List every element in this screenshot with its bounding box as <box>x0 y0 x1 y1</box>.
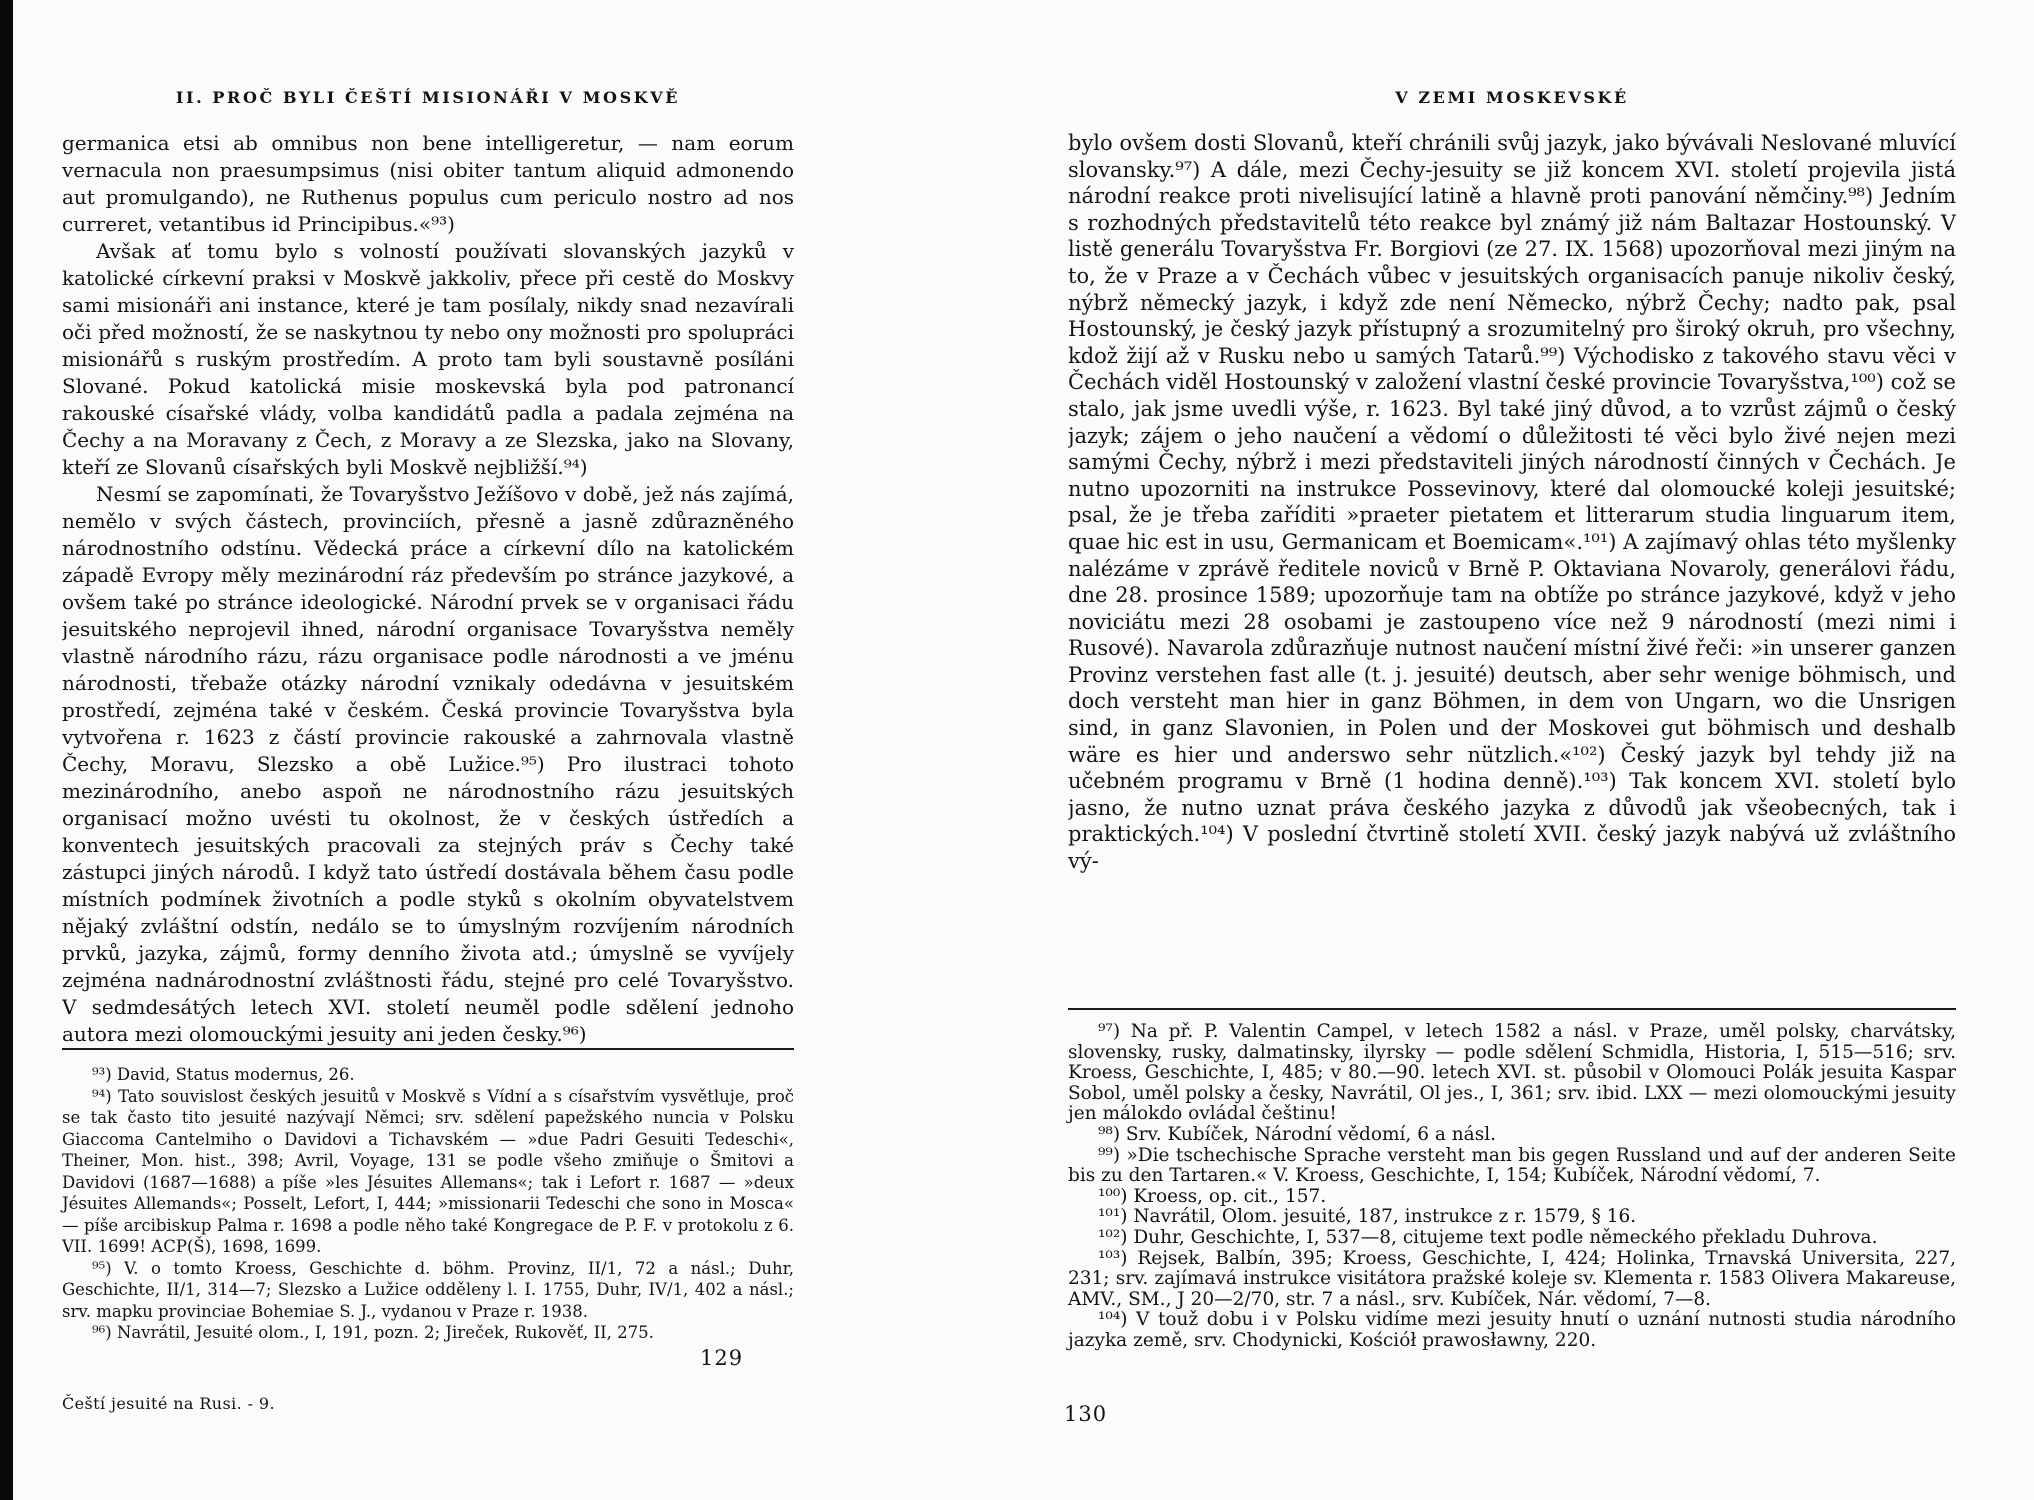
print-signature: Čeští jesuité na Rusi. - 9. <box>62 1394 275 1413</box>
right-page-number: 130 <box>1064 1402 1108 1426</box>
footnote-95: ⁹⁵) V. o tomto Kroess, Geschichte d. böhm. Provinz, II/1, 72 a násl.; Duhr, Geschichte, II/1, 314—7; Slezsko a Lužice odděleny l. I. 1755, Duhr, IV/1, 402 a násl.; srv. mapku provinciae Bohemiae S. J., vydanou v Praze r. 1938. <box>62 1258 794 1321</box>
footnote-98: ⁹⁸) Srv. Kubíček, Národní vědomí, 6 a násl. <box>1098 1123 1496 1145</box>
left-main-text <box>62 130 794 1050</box>
footnote-97: ⁹⁷) Na př. P. Valentin Campel, v letech 1582 a násl. v Praze, uměl polsky, charvátsky, slovensky, rusky, dalmatinsky, ilyrsky — podle sdělení Schmidla, Historia, I, 515—516; srv. Kroess, Geschichte, I, 485; v 80.—90. letech XVI. st. působil v Olomouci Polák jesuita Kaspar Sobol, uměl polsky a česky, Navrátil, Ol jes., I, 361; srv. ibid. LXX — mezi olomouckými jesuity jen málokdo ovládal češtinu! <box>1068 1021 1956 1125</box>
body-paragraph: bylo ovšem dosti Slovanů, kteří chránili svůj jazyk, jako bývávali Neslované mluvící slovansky.⁹⁷) A dále, mezi Čechy-jesuity se již koncem XVI. století projevila jistá národní reakce proti nivelisující latině a hlavně proti panování němčiny.⁹⁸) Jedním s rozhodných představitelů této reakce byl známý již nám Baltazar Hostounský. V listě generálu Tovaryšstva Fr. Borgiovi (ze 27. IX. 1568) upozorňoval mezi jiným na to, že v Praze a v Čechách vůbec v jesuitských organisacích panuje nikoliv český, nýbrž německý jazyk, i když zde není Německo, nýbrž Čechy; nadto pak, psal Hostounský, je český jazyk přístupný a srozumitelný pro široký okruh, pro všechny, kdož žijí až v Rusku nebo u samých Tatarů.⁹⁹) Východisko z takového stavu věci v Čechách viděl Hostounský v založení vlastní české provincie Tovaryšstva,¹⁰⁰) což se stalo, jak jsme uvedli výše, r. 1623. Byl také jiný důvod, a to vzrůst zájmů o český jazyk; zájem o jeho naučení a vědomí o důležitosti té věci bylo živé nejen mezi samými Čechy, nýbrž i mezi představiteli jiných národností činných v Čechách. Je nutno upozorniti na instrukce Possevinovy, které dal olomoucké koleji jesuitské; psal, že je třeba zaříditi »praeter pietatem et litterarum studia linguarum item, quae hic est in usu, Germanicam et Boemicam«.¹⁰¹) A zajímavý ohlas této myšlenky nalézáme v zprávě ředitele noviců v Brně P. Oktaviana Novaroly, generálovi řádu, dne 28. prosince 1589; upozorňuje tam na obtíže po stránce jazykové, když v jeho noviciátu mezi 28 osobami je zastoupeno více než 9 národností (mezi nimi i Rusové). Navarola zdůrazňuje nutnost naučení místní živé řeči: »in unserer ganzen Provinz verstehen fast alle (t. j. jesuité) deutsch, aber sehr wenige böhmisch, und doch versteht man hier in ganz Böhmen, in dem von Ungarn, wo die Unsrigen sind, in ganz Slavonien, in Polen und der Moskovei gut böhmisch und deshalb wäre es hier und anderswo sehr nützlich.«¹⁰²) Český jazyk byl tehdy již na učebném programu v Brně (1 hodina denně).¹⁰³) Tak koncem XVI. století bylo jasno, že nutno uznat práva českého jazyka z důvodů jak všeobecných, tak i praktických.¹⁰⁴) V poslední čtvrtině století XVII. český jazyk nabývá už zvláštního vý- <box>1068 131 1956 874</box>
left-page <box>62 88 794 1488</box>
footnote-102: ¹⁰²) Duhr, Geschichte, I, 537—8, citujeme text podle německého překladu Duhrova. <box>1098 1226 1878 1248</box>
footnote-101: ¹⁰¹) Navrátil, Olom. jesuité, 187, instrukce z r. 1579, § 16. <box>1098 1206 1637 1228</box>
book-gutter-edge <box>0 0 13 1500</box>
footnote-99: ⁹⁹) »Die tschechische Sprache versteht man bis gegen Russland und auf der anderen Seite bis zu den Tartaren.« V. Kroess, Geschichte, I, 154; Kubíček, Národní vědomí, 7. <box>1068 1144 1956 1187</box>
footnote-104: ¹⁰⁴) V touž dobu i v Polsku vidíme mezi jesuity hnutí o uznání nutnosti studia národního jazyka země, srv. Chodynicki, Kościół prawosławny, 220. <box>1068 1309 1956 1351</box>
body-paragraph: Nesmí se zapomínati, že Tovaryšstvo Ježíšovo v době, jež nás zajímá, nemělo v svých částech, provinciích, přesně a jasně zdůrazněného národnostního odstínu. Vědecká práce a církevní dílo na katolickém západě Evropy měly mezinárodní ráz především po stránce jazykové, a ovšem také po stránce ideologické. Národní prvek se v organisaci řádu jesuitského neprojevil ihned, národní organisace Tovaryšstva neměly vlastně národního rázu, rázu organisace podle národnosti a ve jménu národnosti, třebaže otázky národní vznikaly odedávna v jesuitském prostředí, zejména také v českém. Česká provincie Tovaryšstva byla vytvořena r. 1623 z částí provincie rakouské a zahrnovala vlastně Čechy, Moravu, Slezsko a obě Lužice.⁹⁵) Pro ilustraci tohoto mezinárodního, anebo aspoň ne národnostního rázu jesuitských organisací možno uvésti tu okolnost, že v českých ústředích a konventech jesuitských pracovali za stejných práv s Čechy také zástupci jiných národů. I když tato ústředí dostávala během času podle místních podmínek životních a podle styků s okolním obyvatelstvem nějaký zvláštní odstín, nedálo se to úmyslným rozvíjením národních prvků, jazyka, zájmů, formy denního života atd.; úmyslně se vyvíjely zejména nadnárodnostní zvláštnosti řádu, stejné pro celé Tovaryšstvo. V sedmdesátých letech XVI. století neuměl podle sdělení jednoho autora mezi olomouckými jesuity ani jeden česky.⁹⁶) <box>62 482 794 1046</box>
body-paragraph: Avšak ať tomu bylo s volností používati slovanských jazyků v katolické církevní praksi v Moskvě jakkoliv, přece při cestě do Moskvy sami misionáři ani instance, které je tam posílaly, nikdy snad nezavírali oči před možností, že se naskytnou ty nebo ony možnosti pro spolupráci misionářů s ruským prostředím. A proto tam byli soustavně posíláni Slované. Pokud katolická misie moskevská byla pod patronancí rakouské císařské vlády, volba kandidátů padla a padala zejména na Čechy a na Moravany z Čech, z Moravy a ze Slezska, jako na Slovany, kteří ze Slovanů císařských byli Moskvě nejbližší.⁹⁴) <box>62 239 794 479</box>
left-page-number: 129 <box>700 1346 744 1370</box>
footnote-96: ⁹⁶) Navrátil, Jesuité olom., I, 191, pozn. 2; Jireček, Rukověť, II, 275. <box>92 1323 654 1342</box>
body-paragraph: germanica etsi ab omnibus non bene intelligeretur, — nam eorum vernacula non praesumpsimus (nisi obiter tantum aliquid admonendo aut promulgando), ne Ruthenus populus cum periculo nostro ad nos curreret, vetantibus id Principibus.«⁹³) <box>62 131 794 236</box>
left-footnote-block <box>62 1048 794 1344</box>
right-footnote-block <box>1068 1008 1956 1352</box>
right-page <box>1064 88 1956 1488</box>
right-running-head: V ZEMI MOSKEVSKÉ <box>1395 88 1629 107</box>
footnote-100: ¹⁰⁰) Kroess, op. cit., 157. <box>1098 1185 1327 1207</box>
right-main-text <box>1068 130 1956 1008</box>
left-running-head: II. PROČ BYLI ČEŠTÍ MISIONÁŘI V MOSKVĚ <box>175 88 681 107</box>
footnote-94: ⁹⁴) Tato souvislost českých jesuitů v Moskvě s Vídní a s císařstvím vysvětluje, proč se tak často tito jesuité nazývají Němci; srv. sdělení papežského nuncia v Polsku Giaccoma Cantelmiho o Davidovi a Tichavském — »due Padri Gesuiti Tedeschi«, Theiner, Mon. hist., 398; Avril, Voyage, 131 se podle všeho zmiňuje o Šmitovi a Davidovi (1687—1688) a píše »les Jésuites Allemans«; tak i Lefort r. 1687 — »deux Jésuites Allemands«; Posselt, Lefort, I, 444; »missionarii Tedeschi che sono in Mosca« — píše arcibiskup Palma r. 1698 a podle něho také Kongregace de P. F. v protokolu z 6. VII. 1699! ACP(Š), 1698, 1699. <box>62 1086 794 1256</box>
footnote-103: ¹⁰³) Rejsek, Balbín, 395; Kroess, Geschichte, I, 424; Holinka, Trnavská Universita, 227, 231; srv. zajímavá instrukce visitátora pražské koleje sv. Klementa r. 1583 Olivera Makareuse, AMV., SM., J 20—2/70, str. 7 a násl., srv. Kubíček, Nár. vědomí, 7—8. <box>1068 1247 1956 1310</box>
footnote-93: ⁹³) David, Status modernus, 26. <box>92 1065 355 1084</box>
